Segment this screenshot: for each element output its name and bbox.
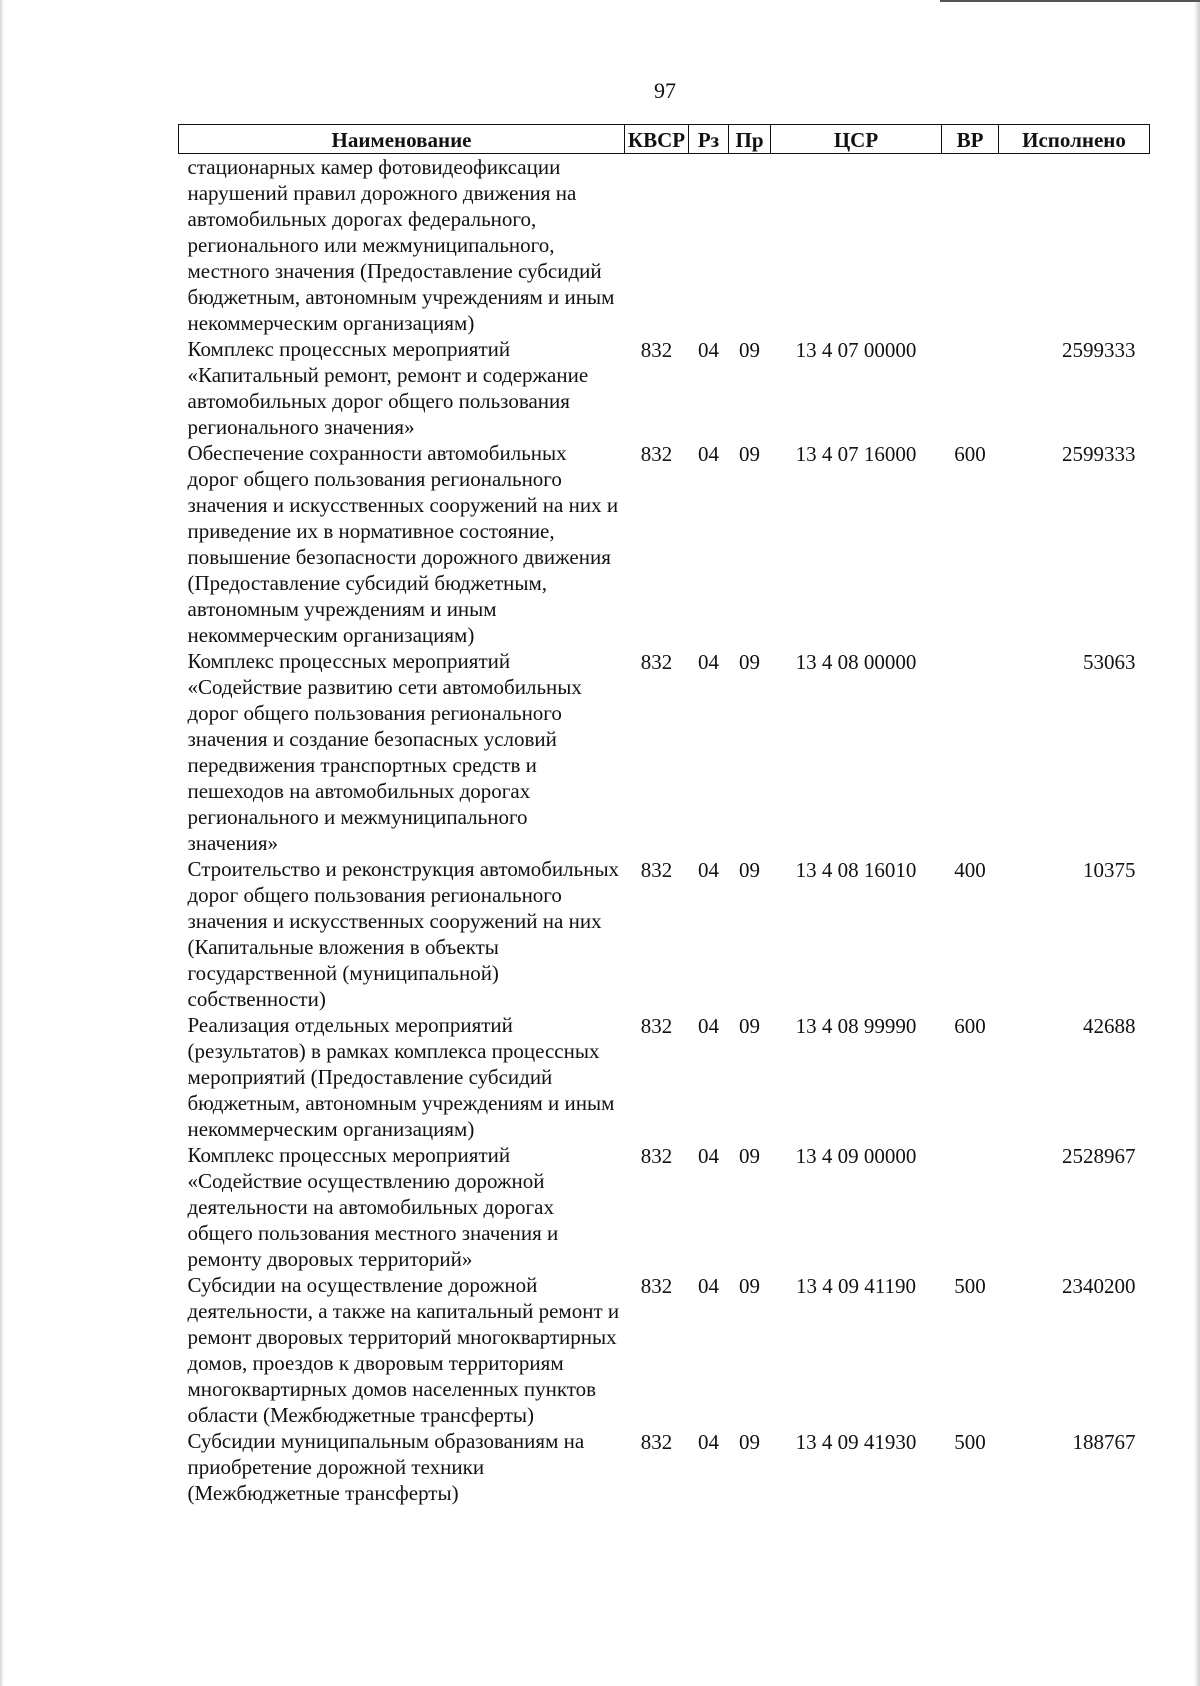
cell-kvsr: 832: [640, 1274, 673, 1298]
cell-done: [999, 154, 1150, 337]
cell-name: Субсидии на осуществление дорожной деятельности, а также на капитальный ремонт и ремонт дворовых территорий многоквартирных домов, проездов к дворовым территориям многоквартирных домов населенных пунктов области (Межбюджетные трансферты): [187, 1273, 620, 1427]
cell-rz: 04: [698, 650, 719, 674]
cell-csr: 13 4 09 41930: [795, 1430, 917, 1454]
cell-vr: [942, 154, 999, 337]
scan-edge-left: [0, 0, 4, 1686]
cell-pr: 09: [739, 442, 760, 466]
cell-csr: 13 4 09 41190: [796, 1274, 916, 1298]
cell-vr: 400: [954, 858, 986, 882]
cell-pr: [729, 154, 771, 337]
cell-pr: 09: [739, 650, 760, 674]
page-number: 97: [654, 78, 676, 103]
cell-pr: 09: [739, 1144, 760, 1168]
cell-pr: 09: [739, 858, 760, 882]
cell-kvsr: 832: [640, 1014, 673, 1038]
cell-rz: 04: [698, 1274, 719, 1298]
cell-kvsr: 832: [640, 650, 673, 674]
cell-name: Субсидии муниципальным образованиям на приобретение дорожной техники (Межбюджетные трансферты): [187, 1429, 585, 1505]
cell-csr: 13 4 07 00000: [795, 338, 917, 362]
table-row: [179, 336, 1150, 440]
cell-name: стационарных камер фотовидеофиксации нарушений правил дорожного движения на автомобильных дорогах федерального, регионального или межмуниципального, местного значения (Предоставление субсидий бюджетным, автономным учреждениям и иным некоммерческим организациям): [187, 155, 615, 335]
header-vr: ВР: [942, 125, 999, 154]
cell-csr: 13 4 07 16000: [795, 442, 917, 466]
cell-done: 10375: [1083, 858, 1136, 882]
cell-done: 188767: [1072, 1430, 1136, 1454]
header-csr: ЦСР: [771, 125, 942, 154]
cell-name: Комплекс процессных мероприятий «Капитальный ремонт, ремонт и содержание автомобильных дорог общего пользования регионального значения»: [187, 337, 589, 439]
cell-name: Обеспечение сохранности автомобильных дорог общего пользования регионального значения и искусственных сооружений на них и приведение их в нормативное состояние, повышение безопасности дорожного движения (Предоставление субсидий бюджетным, автономным учреждениям и иным некоммерческим организациям): [187, 441, 619, 647]
cell-rz: [689, 154, 729, 337]
table-row: [179, 648, 1150, 856]
cell-rz: 04: [698, 1014, 719, 1038]
cell-vr: [942, 648, 999, 856]
header-pr: Пр: [729, 125, 771, 154]
top-rule-line: [940, 0, 1200, 2]
cell-vr: [942, 336, 999, 440]
table-header: [179, 125, 1150, 154]
cell-rz: 04: [698, 442, 719, 466]
cell-kvsr: 832: [640, 858, 673, 882]
cell-pr: 09: [739, 1014, 760, 1038]
table-row: [179, 154, 1150, 337]
cell-rz: 04: [698, 858, 719, 882]
cell-csr: 13 4 08 16010: [795, 858, 917, 882]
cell-name: Реализация отдельных мероприятий (результатов) в рамках комплекса процессных мероприятий (Предоставление субсидий бюджетным, автономным учреждениям и иным некоммерческим организациям): [187, 1013, 615, 1141]
cell-rz: 04: [698, 1144, 719, 1168]
cell-done: 2599333: [1062, 442, 1136, 466]
cell-pr: 09: [739, 1274, 760, 1298]
cell-vr: 600: [954, 1014, 986, 1038]
cell-vr: 500: [954, 1430, 986, 1454]
scan-edge-right: [1194, 0, 1200, 1686]
cell-vr: [942, 1142, 999, 1272]
cell-csr: [771, 154, 942, 337]
cell-name: Комплекс процессных мероприятий «Содействие развитию сети автомобильных дорог общего пользования регионального значения и создание безопасных условий передвижения транспортных средств и пешеходов на автомобильных дорогах регионального и межмуниципального значения»: [187, 649, 582, 855]
cell-rz: 04: [698, 338, 719, 362]
cell-done: 2599333: [1062, 338, 1136, 362]
cell-kvsr: 832: [640, 1144, 673, 1168]
cell-kvsr: 832: [640, 442, 673, 466]
table-row: [179, 856, 1150, 1012]
cell-done: 42688: [1083, 1014, 1136, 1038]
cell-name: Комплекс процессных мероприятий «Содействие осуществлению дорожной деятельности на автомобильных дорогах общего пользования местного значения и ремонту дворовых территорий»: [187, 1143, 559, 1271]
table-row: [179, 1428, 1150, 1506]
cell-csr: 13 4 09 00000: [795, 1144, 917, 1168]
table-row: [179, 1012, 1150, 1142]
cell-done: 2340200: [1062, 1274, 1136, 1298]
table-row: [179, 1272, 1150, 1428]
cell-kvsr: 832: [640, 1430, 673, 1454]
cell-rz: 04: [698, 1430, 719, 1454]
cell-vr: 600: [954, 442, 986, 466]
cell-name: Строительство и реконструкция автомобильных дорог общего пользования регионального значения и искусственных сооружений на них (Капитальные вложения в объекты государственной (муниципальной) собственности): [187, 857, 620, 1011]
budget-table: [178, 124, 1150, 1506]
cell-csr: 13 4 08 99990: [795, 1014, 917, 1038]
cell-done: 53063: [1083, 650, 1136, 674]
cell-kvsr: [625, 154, 689, 337]
header-kvsr: КВСР: [625, 125, 689, 154]
table-body: [179, 154, 1150, 1507]
cell-pr: 09: [739, 1430, 760, 1454]
header-name: Наименование: [179, 125, 625, 154]
cell-vr: 500: [954, 1274, 986, 1298]
cell-csr: 13 4 08 00000: [795, 650, 917, 674]
cell-done: 2528967: [1062, 1144, 1136, 1168]
cell-pr: 09: [739, 338, 760, 362]
header-rz: Рз: [689, 125, 729, 154]
table-row: [179, 1142, 1150, 1272]
header-row: [179, 125, 1150, 154]
header-done: Исполнено: [999, 125, 1150, 154]
table-row: [179, 440, 1150, 648]
cell-kvsr: 832: [640, 338, 673, 362]
